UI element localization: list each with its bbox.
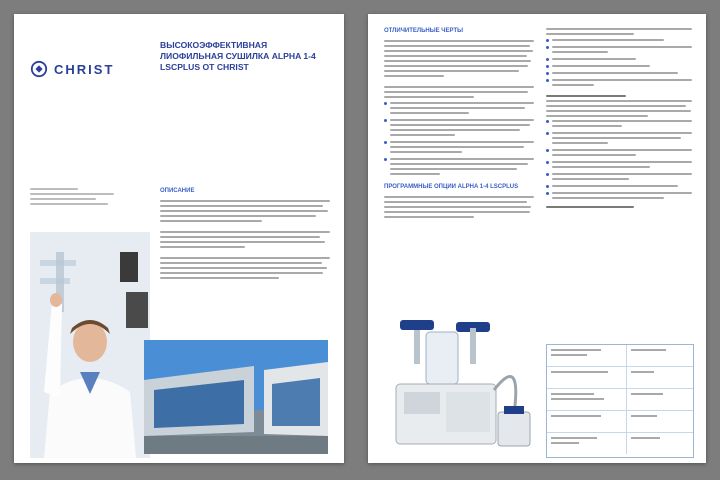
list-item xyxy=(546,79,692,89)
specs-text xyxy=(546,100,692,117)
building-photo xyxy=(144,340,328,454)
scientist-photo xyxy=(30,232,150,458)
specs-column xyxy=(546,28,692,211)
specs-bullet-list xyxy=(546,39,692,89)
features-column xyxy=(384,28,534,221)
software-text xyxy=(384,196,534,218)
list-item xyxy=(546,58,692,63)
list-item xyxy=(546,132,692,147)
document-title: ВЫСОКОЭФФЕКТИВНАЯ ЛИОФИЛЬНАЯ СУШИЛКА ALPHA 1-4 LSCPLUS ОТ CHRIST xyxy=(160,40,316,72)
specs-table xyxy=(546,344,694,458)
brochure-page-left xyxy=(14,14,344,463)
features-heading: ОТЛИЧИТЕЛЬНЫЕ ЧЕРТЫ xyxy=(384,28,463,34)
scientist-illustration xyxy=(30,232,150,458)
features-bullet-list xyxy=(384,102,534,178)
intro-heading: ОПИСАНИЕ xyxy=(160,188,195,194)
contact-block xyxy=(30,188,150,208)
list-item xyxy=(546,173,692,183)
freeze-dryer-illustration xyxy=(386,314,536,454)
features-intro-text xyxy=(384,40,534,98)
logo-text: CHRIST xyxy=(54,61,115,77)
christ-logo-icon xyxy=(30,60,48,78)
specs-subheading-line xyxy=(546,95,692,97)
building-illustration xyxy=(144,340,328,454)
table-row xyxy=(547,345,693,367)
brochure-page-right xyxy=(368,14,706,463)
specs-intro-text xyxy=(546,28,692,35)
list-item xyxy=(546,65,692,70)
table-row xyxy=(547,367,693,389)
list-item xyxy=(546,39,692,44)
list-item xyxy=(384,102,534,117)
christ-logo xyxy=(30,60,114,78)
list-item xyxy=(546,120,692,130)
software-heading: ПРОГРАММНЫЕ ОПЦИИ ALPHA 1-4 LSCPLUS xyxy=(384,184,519,190)
intro-section xyxy=(160,188,330,282)
intro-text xyxy=(160,200,330,279)
list-item xyxy=(384,141,534,156)
list-item xyxy=(546,185,692,190)
list-item xyxy=(384,158,534,178)
table-heading-line xyxy=(546,206,692,208)
list-item xyxy=(546,192,692,202)
list-item xyxy=(546,149,692,159)
table-row xyxy=(547,411,693,433)
table-row xyxy=(547,433,693,454)
options-bullet-list xyxy=(546,120,692,202)
freeze-dryer-photo xyxy=(386,314,536,454)
list-item xyxy=(384,119,534,139)
list-item xyxy=(546,161,692,171)
table-row xyxy=(547,389,693,411)
list-item xyxy=(546,46,692,56)
list-item xyxy=(546,72,692,77)
